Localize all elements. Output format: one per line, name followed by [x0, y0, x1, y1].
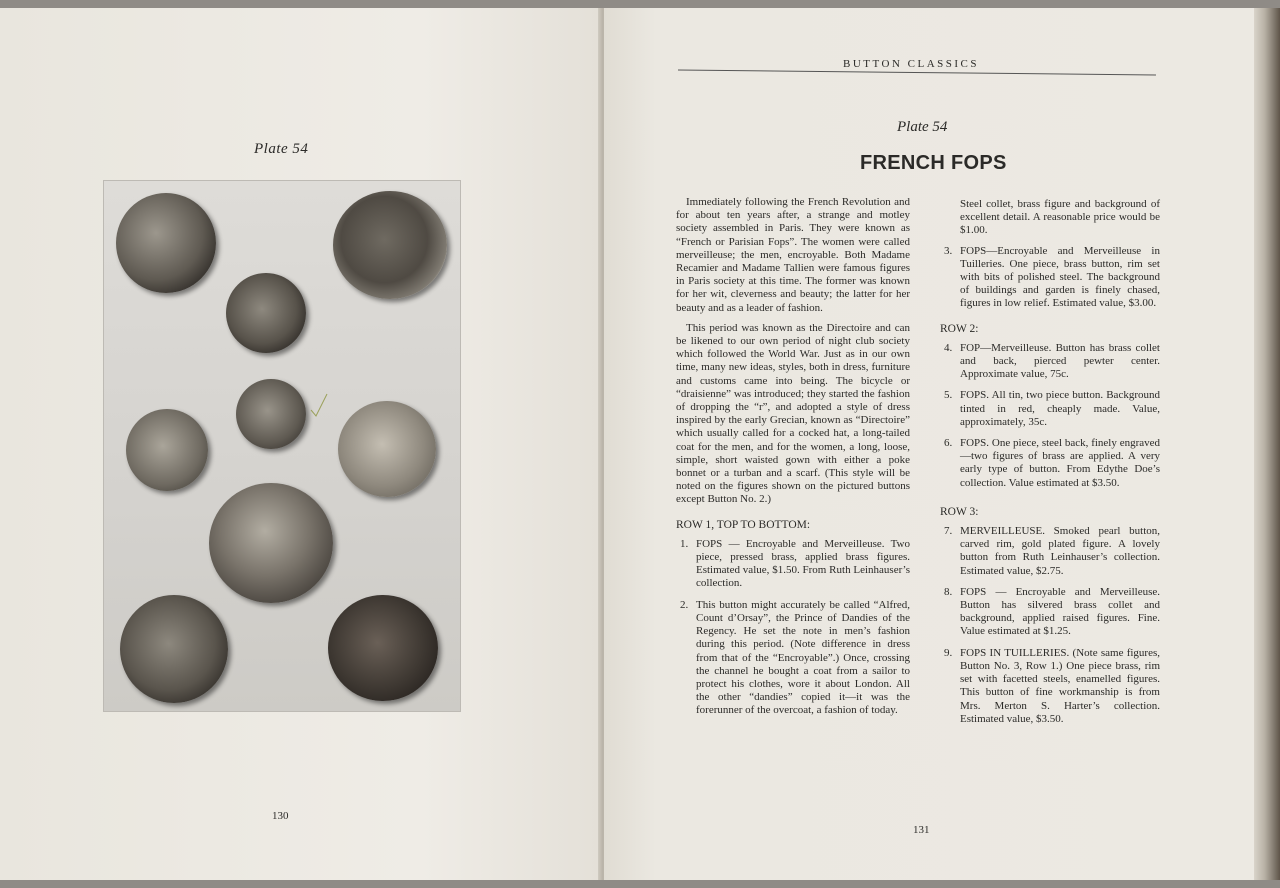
list-item-2: 2. This button might accurately be called “Alfred, Count d’Orsay”, the Prince of Dandies of the Regency. He set the note in men’s fashion during this period. (Note difference in dress from that of the “Encroyable”.) Once, crossing the channel he bought a coat from a sailor to protect his clothes, wore it about London. All the other “dandies” copied it—it was the forerunner of the overcoat, a fashion of today. [680, 598, 910, 717]
button-9 [328, 595, 438, 701]
button-6 [120, 595, 228, 703]
list-item-2-continued: Steel collet, brass figure and background of excellent detail. A reasonable price would be $1.00. [960, 198, 1160, 237]
row-3-heading: ROW 3: [940, 505, 979, 518]
list-item-3: 3. FOPS—Encroyable and Merveilleuse in Tuilleries. One piece, brass button, rim set with bits of polished steel. The background of buildings and garden is finely chased, figures in low relief. Estimated value, $3.00. [944, 244, 1160, 310]
plate-heading: Plate 54 [897, 119, 948, 135]
button-2 [226, 273, 306, 353]
intro-paragraph-1: Immediately following the French Revolution and for about ten years after, a strange and motley society assembled in Paris. They were known as “French or Parisian Fops”. The women were called merveilleuse; the men, encroyable. Both Madame Recamier and Madame Tallien were famous figures in Paris society at this time. The former was known for her wit, cleverness and beauty; the latter for her beauty and as a leader of fashion. [676, 196, 910, 314]
chapter-title: FRENCH FOPS [860, 152, 1007, 174]
text-column-left [676, 196, 910, 726]
text-column-right [940, 198, 1160, 734]
pencil-check-mark [309, 392, 329, 418]
row-2-heading: ROW 2: [940, 322, 979, 335]
list-item-6: 6. FOPS. One piece, steel back, finely engraved—two figures of brass are applied. A very early type of button. From Edythe Doe’s collection. Value estimated at $3.50. [944, 437, 1160, 489]
list-item-7: 7. MERVEILLEUSE. Smoked pearl button, carved rim, gold plated figure. A lovely button from Ruth Leinhauser’s collection. Estimated value, $2.75. [944, 525, 1160, 577]
intro-paragraph-2: This period was known as the Directoire and can be likened to our own period of night club society which followed the World War. Just as in our own time, many new ideas, styles, both in dress, furniture and customs came into being. The bicycle or “draisienne” was introduced; they started the fashion of dropping the “r”, and adopted a style of dress inspired by the early Grecian, known as “Directoire” which usually called for a cocked hat, a long-tailed coat for the men, and for the women, a long, loose, simple, short waisted gown with either a poke bonnet or a turban and a scarf. (This style will be noted on the figures shown on the pictured buttons except Button No. 2.) [676, 321, 910, 506]
list-item-8: 8. FOPS — Encroyable and Merveilleuse. Button has silvered brass collet and background, applied raised figures. Fine. Value estimated at $1.25. [944, 585, 1160, 638]
button-4 [236, 379, 306, 449]
left-page [0, 8, 602, 880]
button-1 [116, 193, 216, 293]
row-1-heading: ROW 1, TOP TO BOTTOM: [676, 518, 811, 531]
page-number-left: 130 [272, 810, 289, 822]
button-plate-photo [103, 180, 461, 712]
list-item-4: 4. FOP—Merveilleuse. Button has brass collet and back, pierced pewter center. Approximate value, 75c. [944, 341, 1160, 381]
running-header: BUTTON CLASSICS [843, 58, 980, 70]
book-page-edges [1254, 8, 1280, 880]
button-7 [333, 191, 447, 299]
button-8 [338, 401, 436, 497]
button-3 [126, 409, 208, 491]
list-item-9: 9. FOPS IN TUILLERIES. (Note same figures, Button No. 3, Row 1.) One piece brass, rim set with facetted steels, enamelled figures. This button of fine workmanship is from Mrs. Merton S. Harter’s collection. Estimated value, $3.50. [944, 646, 1160, 725]
list-item-1: 1. FOPS — Encroyable and Merveilleuse. Two piece, pressed brass, applied brass figures. Estimated value, $1.50. From Ruth Leinhauser’s collection. [680, 537, 910, 590]
button-5 [209, 483, 333, 603]
list-item-5: 5. FOPS. All tin, two piece button. Background tinted in red, cheaply made. Value, approximately, 35c. [944, 389, 1160, 428]
plate-caption: Plate 54 [254, 141, 309, 157]
page-number-right: 131 [913, 824, 930, 836]
